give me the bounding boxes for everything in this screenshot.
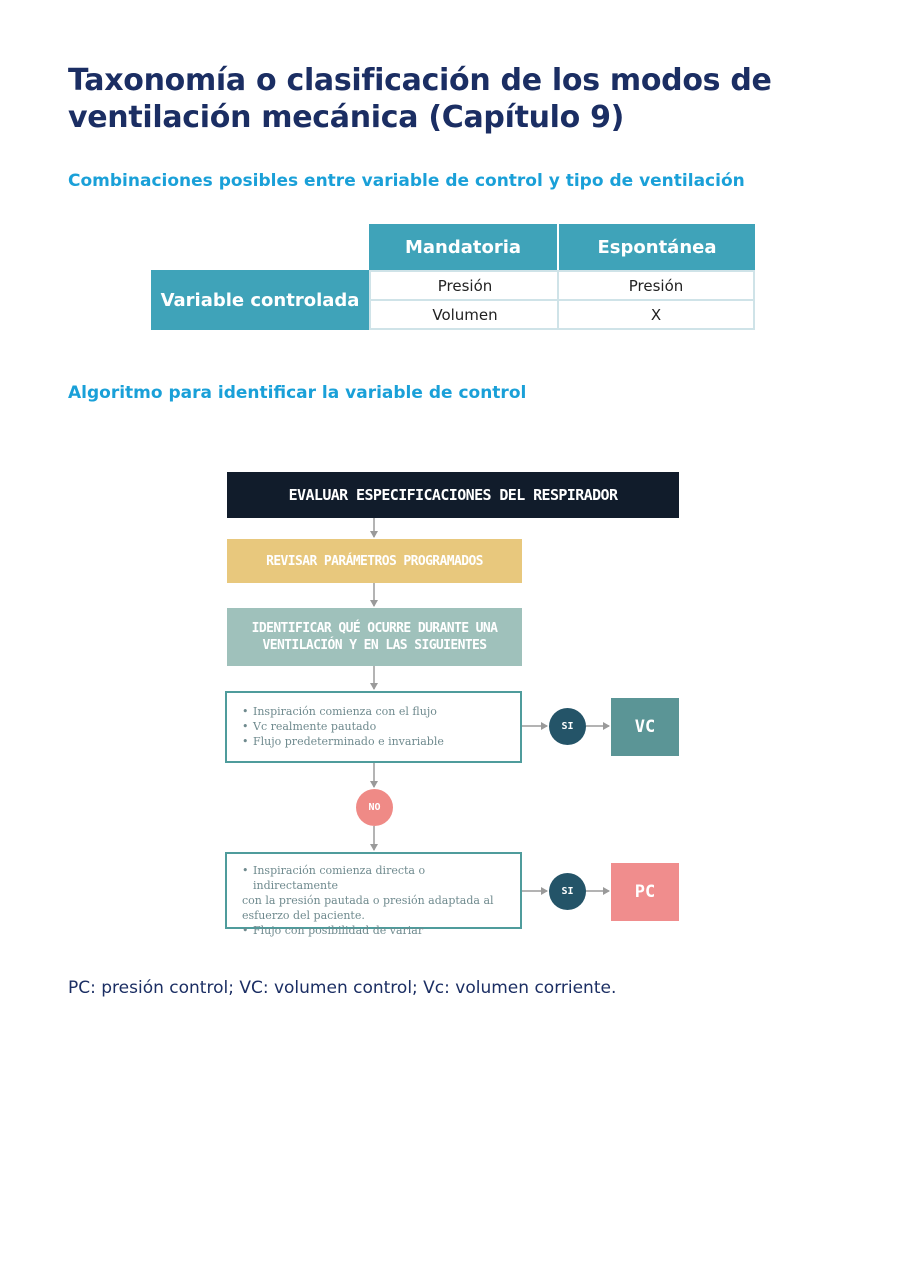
list-item: • Vc realmente pautado	[253, 719, 510, 734]
table-header-espontanea: Espontánea	[559, 224, 755, 270]
section-heading-algorithm: Algoritmo para identificar la variable de control	[68, 383, 527, 403]
yes-node: SI	[549, 873, 586, 910]
table-cell: Volumen	[369, 299, 559, 330]
table-row-header: Variable controlada	[151, 270, 369, 330]
table-header-mandatoria: Mandatoria	[369, 224, 557, 270]
flow-step-identify: IDENTIFICAR QUÉ OCURRE DURANTE UNA VENTILACIÓN Y EN LAS SIGUIENTES	[227, 608, 522, 666]
footnote: PC: presión control; VC: volumen control; Vc: volumen corriente.	[68, 978, 617, 998]
section-heading-combinations: Combinaciones posibles entre variable de control y tipo de ventilación	[68, 171, 745, 191]
flow-condition-volume	[225, 691, 522, 763]
yes-node: SI	[549, 708, 586, 745]
list-item: • Inspiración comienza con el flujo	[253, 704, 510, 719]
flow-condition-pressure	[225, 852, 522, 937]
flow-step-review: REVISAR PARÁMETROS PROGRAMADOS	[227, 539, 522, 583]
result-vc: VC	[611, 698, 679, 756]
page-title: Taxonomía o clasificación de los modos de ventilación mecánica (Capítulo 9)	[68, 63, 772, 135]
flow-step-evaluate: EVALUAR ESPECIFICACIONES DEL RESPIRADOR	[227, 472, 679, 518]
table-cell: Presión	[369, 270, 559, 301]
list-item-continuation: con la presión pautada o presión adaptada al esfuerzo del paciente.	[242, 894, 494, 922]
list-item: • Flujo con posibilidad de variar	[253, 923, 510, 938]
list-item: • Flujo predeterminado e invariable	[253, 734, 510, 749]
list-item: • Inspiración comienza directa o indirectamente	[253, 863, 510, 893]
result-pc: PC	[611, 863, 679, 921]
table-cell: X	[557, 299, 755, 330]
table-cell: Presión	[557, 270, 755, 301]
no-node: NO	[356, 789, 393, 826]
